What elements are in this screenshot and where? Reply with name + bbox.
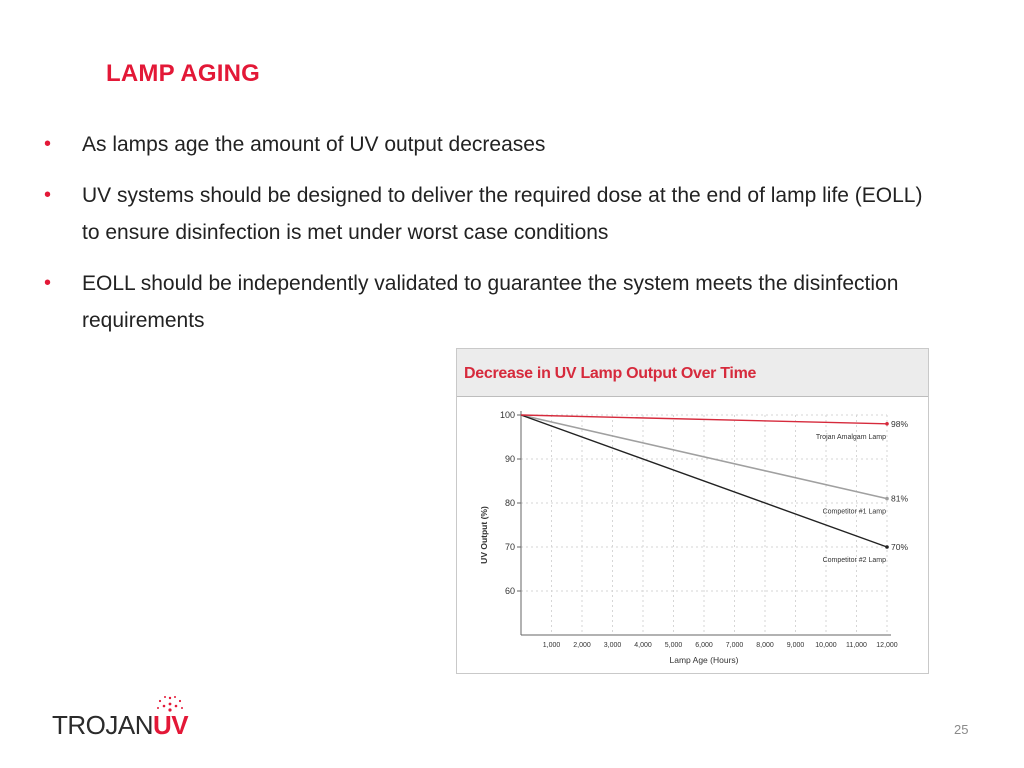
logo-uv-text: UV [153, 710, 189, 740]
chart-panel [456, 348, 929, 674]
series-end-value-label: 98% [891, 418, 909, 429]
chart-title: Decrease in UV Lamp Output Over Time [464, 365, 757, 382]
x-tick-label: 9,000 [786, 642, 805, 649]
x-tick-label: 10,000 [815, 642, 837, 649]
slide-title: LAMP AGING [106, 60, 261, 87]
trojan-uv-logo [52, 706, 212, 746]
series-name-label: Competitor #1 Lamp [822, 508, 886, 516]
bullet-dot-icon: • [44, 184, 52, 206]
series-end-point [885, 497, 889, 501]
y-tick-label: 90 [504, 454, 515, 464]
x-tick-label: 3,000 [603, 642, 622, 649]
x-tick-label: 7,000 [725, 642, 744, 649]
bullet-text: EOLL should be independently validated to guarantee the system meets the disinfection requirements [82, 272, 899, 332]
logo-text [52, 710, 188, 741]
y-tick-label: 70 [504, 542, 515, 552]
series-end-point [885, 545, 889, 549]
bullet-item [40, 126, 940, 163]
y-axis-label: UV Output (%) [479, 506, 489, 564]
series-name-label: Trojan Amalgam Lamp [815, 433, 886, 441]
series-end-point [885, 422, 889, 426]
bullet-dot-icon: • [44, 133, 52, 155]
bullet-text: UV systems should be designed to deliver the required dose at the end of lamp life (EOLL) to ensure disinfection is met under worst case conditions [82, 184, 923, 244]
x-tick-label: 11,000 [846, 642, 867, 649]
x-tick-label: 5,000 [664, 642, 683, 649]
series-end-value-label: 81% [891, 493, 909, 504]
bullet-dot-icon: • [44, 272, 52, 294]
page-number: 25 [954, 722, 969, 737]
series-name-label: Competitor #2 Lamp [822, 557, 886, 564]
x-tick-label: 6,000 [695, 642, 713, 649]
x-tick-label: 1,000 [542, 642, 561, 649]
y-tick-label: 80 [504, 498, 515, 508]
bullet-item [40, 177, 940, 251]
x-tick-label: 2,000 [573, 642, 591, 649]
bullet-list [40, 126, 940, 353]
line-chart [457, 349, 928, 673]
x-axis-label: Lamp Age (Hours) [669, 655, 739, 665]
series-end-value-label: 70% [891, 542, 909, 552]
y-tick-label: 100 [499, 410, 515, 420]
x-tick-label: 4,000 [634, 642, 652, 649]
x-tick-label: 12,000 [876, 642, 898, 649]
bullet-text: As lamps age the amount of UV output decreases [82, 133, 546, 156]
logo-trojan-text: TROJAN [52, 710, 153, 740]
x-tick-label: 8,000 [756, 642, 774, 649]
bullet-item [40, 265, 940, 339]
y-tick-label: 60 [504, 586, 515, 596]
